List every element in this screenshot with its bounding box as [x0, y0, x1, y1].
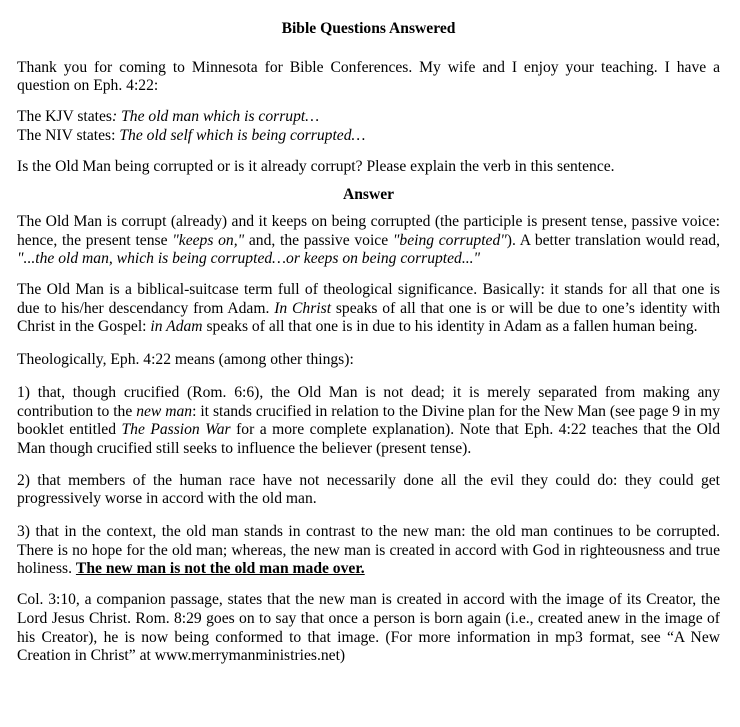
answer-heading: Answer: [342, 186, 395, 204]
question-intro: Thank you for coming to Minnesota for Bible Conferences. My wife and I enjoy your teaching. I have a question on Eph. 4:22:: [17, 58, 720, 95]
point1-italic-booklet-title: The Passion War: [121, 421, 231, 439]
niv-quote: The old self which is being corrupted…: [119, 126, 366, 144]
kjv-label: The KJV states: [17, 108, 112, 126]
p2-text-a: The Old Man is a biblical-suitcase term full of theological significance. Basically: it stands for all that one is due to his/her descendancy from Adam.: [17, 281, 720, 317]
answer-paragraph-2: [17, 281, 720, 337]
niv-line: [17, 127, 720, 146]
answer-point-1: [17, 384, 720, 459]
answer-paragraph-1: [17, 213, 720, 269]
p2-italic-in-adam: in Adam: [150, 318, 203, 336]
p1-italic-being-corrupted: "being corrupted": [392, 231, 507, 249]
point1-italic-new-man: new man: [136, 402, 193, 420]
point3-text-a: 3) that in the context, the old man stands in contrast to the new man: the old man continues to be corrupted. There is no hope for the old man; whereas, the new man is created in accord with God in righteousness and true holiness.: [17, 523, 720, 578]
p2-italic-in-christ: In Christ: [274, 299, 332, 317]
p1-text-a: The Old Man is corrupt (already) and it keeps on being corrupted (the participle is present tense, passive voice: hence, the present tense: [17, 212, 720, 249]
kjv-quote: The old man which is corrupt…: [117, 108, 320, 126]
answer-point-2: 2) that members of the human race have not necessarily done all the evil they could do: they could get progressively worse in accord with the old man.: [17, 471, 720, 508]
p1-italic-keeps-on: "keeps on,": [172, 231, 245, 249]
p1-text-c: and, the passive voice: [244, 231, 393, 249]
point1-text-a: 1) that, though crucified (Rom. 6:6), the Old Man is not dead; it is merely separated from making any contribution to the: [17, 383, 720, 420]
translation-comparison: [17, 108, 720, 145]
answer-point-3: [17, 523, 720, 579]
p2-text-c: speaks of all that one is or will be due to one’s identity with Christ in the Gospel:: [17, 299, 721, 336]
niv-label: The NIV states:: [17, 126, 120, 144]
p1-italic-translation: "...the old man, which is being corrupted…or keeps on being corrupted...": [17, 250, 481, 268]
kjv-line: The KJV states: The old man which is corrupt…: [17, 108, 320, 126]
point1-text-e: for a more complete explanation). Note that Eph. 4:22 teaches that the Old Man though crucified still seeks to influence the believer (present tense).: [17, 421, 720, 457]
document-title: Bible Questions Answered: [281, 20, 456, 37]
point3-emphasis: The new man is not the old man made over.: [75, 560, 365, 578]
point1-text-c: : it stands crucified in relation to the Divine plan for the New Man (see page 9 in my booklet entitled: [17, 402, 720, 439]
p1-text-e: ). A better translation would read,: [506, 231, 720, 249]
question-ask: Is the Old Man being corrupted or is it already corrupt? Please explain the verb in this sentence.: [17, 157, 615, 175]
answer-paragraph-3: Theologically, Eph. 4:22 means (among other things):: [17, 351, 354, 369]
p2-text-e: speaks of all that one is in due to his identity in Adam as a fallen human being.: [202, 318, 698, 336]
answer-paragraph-col: Col. 3:10, a companion passage, states that the new man is created in accord with the image of its Creator, the Lord Jesus Christ. Rom. 8:29 goes on to say that once a person is born again (i.e., created anew in the image of his Creator), he is now being conformed to that image. (For more information in mp3 format, see “A New Creation in Christ” at www.merrymanministries.net): [17, 591, 720, 665]
